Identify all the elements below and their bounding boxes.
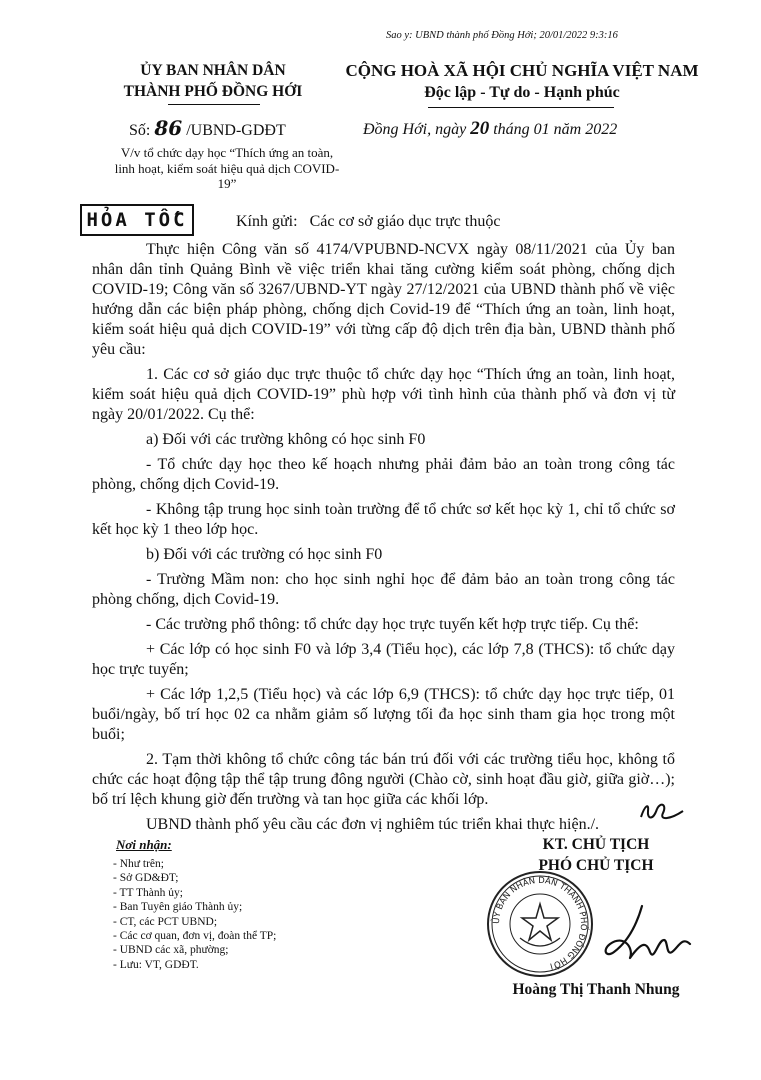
document-number-prefix: Số:: [129, 122, 151, 139]
issuer-name-line1: ỦY BAN NHÂN DÂN: [140, 62, 286, 79]
document-number: [129, 116, 286, 140]
issuer-underline: [168, 104, 260, 105]
paragraph-intro: Thực hiện Công văn số 4174/VPUBND-NCVX ngày 08/11/2021 của Ủy ban nhân dân tỉnh Quảng Bình về việc triển khai tăng cường kiểm soát phòng, chống dịch COVID-19; Công văn số 3267/UBND-YT ngày 27/12/2021 của UBND thành phố về việc hướng dẫn các biện pháp phòng, chống dịch Covid-19 để “Thích ứng an toàn, linh hoạt, kiểm soát hiệu quả dịch COVID-19” với từng cấp độ dịch trên địa bàn, UBND thành phố yêu cầu:: [92, 241, 675, 358]
seal-lettering: ỦY BAN NHÂN DÂN THÀNH PHỐ ĐỒNG HỚI: [491, 875, 589, 971]
date-suffix: tháng 01 năm 2022: [493, 121, 618, 138]
recipient-item: - Các cơ quan, đơn vị, đoàn thể TP;: [113, 930, 277, 943]
recipients-title: Nơi nhận:: [116, 837, 172, 852]
document-body: [92, 240, 675, 835]
date-day-handwritten: 20: [470, 118, 490, 139]
copy-certification-note: Sao y: UBND thành phố Đồng Hới; 20/01/2022 9:3:16: [386, 30, 618, 41]
recipient-item: - TT Thành ủy;: [113, 886, 183, 899]
handwritten-signature-icon: [600, 900, 700, 970]
recipient-item: - UBND các xã, phường;: [113, 944, 229, 957]
official-seal-icon: [484, 868, 596, 980]
document-subject: V/v tổ chức dạy học “Thích ứng an toàn, linh hoạt, kiểm soát hiệu quả dịch COVID-19”: [114, 145, 340, 191]
document-date: [363, 118, 617, 140]
paragraph-b-bullet-2: - Các trường phổ thông: tổ chức dạy học trực tuyến kết hợp trực tiếp. Cụ thể:: [146, 616, 639, 633]
paragraph-closing: UBND thành phố yêu cầu các đơn vị nghiêm túc triển khai thực hiện./.: [146, 816, 600, 833]
document-number-suffix: /UBND-GDĐT: [186, 122, 286, 139]
signatory-name: Hoàng Thị Thanh Nhung: [512, 981, 680, 998]
paragraph-sub-a: a) Đối với các trường không có học sinh F0: [146, 431, 426, 448]
initial-mark-icon: [637, 799, 687, 825]
paragraph-plus-2: + Các lớp 1,2,5 (Tiểu học) và các lớp 6,9 (THCS): tổ chức dạy học trực tiếp, 01 buổi/ngày, bố trí học 02 ca nhằm giảm số lượng tối đa học sinh tham gia học trong một buổi;: [92, 686, 675, 743]
recipients-list: [113, 857, 276, 972]
national-motto: Độc lập - Tự do - Hạnh phúc: [424, 84, 620, 101]
addressee-line: Kính gửi: Các cơ sở giáo dục trực thuộc: [236, 213, 501, 230]
date-prefix: Đồng Hới, ngày: [363, 121, 467, 138]
recipient-item: - Lưu: VT, GDĐT.: [113, 958, 199, 971]
paragraph-item-1: 1. Các cơ sở giáo dục trực thuộc tổ chức dạy học “Thích ứng an toàn, linh hoạt, kiểm soát hiệu quả dịch COVID-19” phù hợp với tình hình của thành phố và đơn vị từ ngày 20/01/2022. Cụ thể:: [92, 366, 675, 423]
motto-underline: [428, 107, 614, 108]
signature-title: PHÓ CHỦ TỊCH: [538, 857, 654, 874]
paragraph-sub-b: b) Đối với các trường có học sinh F0: [146, 546, 383, 563]
paragraph-a-bullet-2: - Không tập trung học sinh toàn trường để tổ chức sơ kết học kỳ 1, chỉ tổ chức sơ kết học kỳ 1 theo lớp học.: [92, 501, 675, 538]
signature-authority: KT. CHỦ TỊCH: [542, 836, 650, 853]
paragraph-b-bullet-1: - Trường Mầm non: cho học sinh nghỉ học để đảm bảo an toàn trong công tác phòng chống, dịch Covid-19.: [92, 571, 675, 608]
paragraph-item-2: 2. Tạm thời không tổ chức công tác bán trú đối với các trường tiểu học, không tổ chức các hoạt động tập thể tập trung đông người (Chào cờ, sinh hoạt đầu giờ, giữa giờ…); bố trí lệch khung giờ đến trường và tan học giữa các khối lớp.: [92, 751, 675, 808]
national-title: CỘNG HOÀ XÃ HỘI CHỦ NGHĨA VIỆT NAM: [345, 61, 699, 80]
recipient-item: - CT, các PCT UBND;: [113, 915, 218, 928]
paragraph-plus-1: + Các lớp có học sinh F0 và lớp 3,4 (Tiểu học), các lớp 7,8 (THCS): tổ chức dạy học trực tuyến;: [92, 641, 675, 678]
recipient-item: - Ban Tuyên giáo Thành ủy;: [113, 901, 243, 914]
urgent-stamp: HỎA TỐC: [80, 204, 194, 236]
document-number-handwritten: 86: [154, 116, 183, 140]
paragraph-a-bullet-1: - Tổ chức dạy học theo kế hoạch nhưng phải đảm bảo an toàn trong công tác phòng, chống dịch Covid-19.: [92, 456, 675, 493]
recipient-item: - Như trên;: [113, 858, 164, 870]
recipient-item: - Sở GD&ĐT;: [113, 872, 179, 885]
issuer-name-line2: THÀNH PHỐ ĐỒNG HỚI: [123, 83, 303, 100]
